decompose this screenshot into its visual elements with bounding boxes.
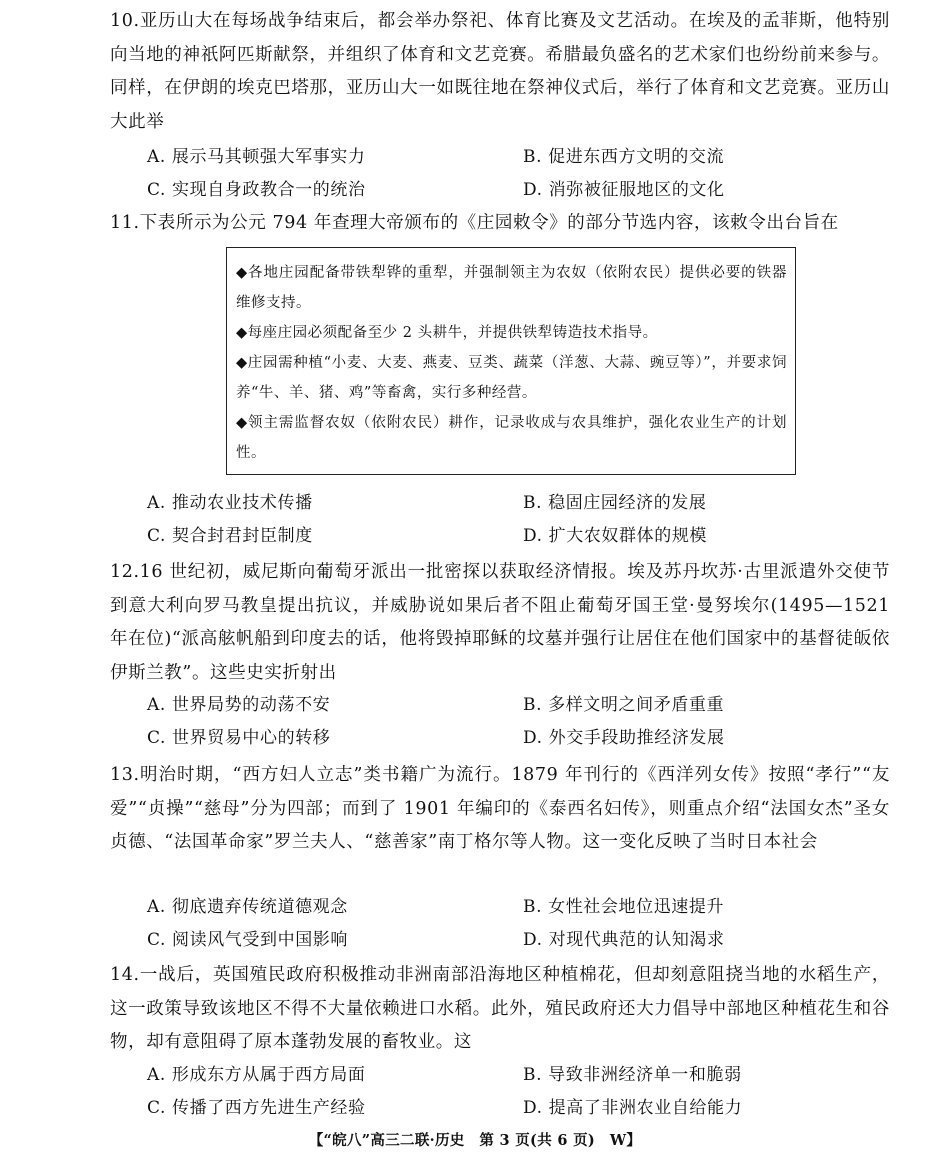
question-number: 13.: [110, 765, 140, 785]
question-13-option-c: C. 阅读风气受到中国影响: [147, 930, 349, 950]
question-11-option-d: D. 扩大农奴群体的规模: [523, 526, 708, 546]
question-number: 11.: [110, 213, 140, 233]
question-14-option-d: D. 提高了非洲农业自给能力: [523, 1098, 743, 1118]
question-13-option-d: D. 对现代典范的认知渴求: [523, 930, 725, 950]
question-12-stem: [110, 556, 890, 690]
question-14-stem: [110, 959, 890, 1060]
edict-item: ◆每座庄园必须配备至少 2 头耕牛，并提供铁犁铸造技术指导。: [236, 325, 658, 341]
question-10-option-c: C. 实现自身政教合一的统治: [147, 180, 366, 200]
question-10-stem: [110, 5, 890, 139]
question-14-option-c: C. 传播了西方先进生产经验: [147, 1098, 366, 1118]
question-13-stem: [110, 759, 890, 860]
edict-item: ◆领主需监督农奴（依附农民）耕作，记录收成与农具维护，强化农业生产的计划性。: [236, 415, 787, 461]
edict-item: ◆各地庄园配备带铁犁铧的重犁，并强制领主为农奴（依附农民）提供必要的铁器维修支持。: [236, 265, 787, 311]
question-number: 12.: [110, 562, 140, 582]
question-10-option-b: B. 促进东西方文明的交流: [523, 147, 725, 167]
question-12-option-c: C. 世界贸易中心的转移: [147, 728, 331, 748]
edict-excerpt-table: [226, 247, 796, 475]
page-footer: 【“皖八”高三二联·历史 第 3 页(共 6 页) W】: [308, 1132, 642, 1149]
question-14-option-b: B. 导致非洲经济单一和脆弱: [523, 1065, 742, 1085]
question-text: 一战后，英国殖民政府积极推动非洲南部沿海地区种植棉花，但却刻意阻挠当地的水稻生产，这一政策导致该地区不得不大量依赖进口水稻。此外，殖民政府还大力倡导中部地区种植花生和谷物，却有意阻碍了原本蓬勃发展的畜牧业。这: [110, 965, 890, 1052]
question-11-option-c: C. 契合封君封臣制度: [147, 526, 313, 546]
question-12-option-a: A. 世界局势的动荡不安: [147, 695, 331, 715]
question-11-option-b: B. 稳固庄园经济的发展: [523, 493, 707, 513]
question-10-option-d: D. 消弥被征服地区的文化: [523, 180, 725, 200]
question-10-option-a: A. 展示马其顿强大军事实力: [147, 147, 366, 167]
question-12-option-b: B. 多样文明之间矛盾重重: [523, 695, 725, 715]
question-text: 亚历山大在每场战争结束后，都会举办祭祀、体育比赛及文艺活动。在埃及的孟菲斯，他特别向当地的神祇阿匹斯献祭，并组织了体育和文艺竞赛。希腊最负盛名的艺术家们也纷纷前来参与。同样，在伊朗的埃克巴塔那，亚历山大一如既往地在祭神仪式后，举行了体育和文艺竞赛。亚历山大此举: [110, 11, 890, 132]
question-11-option-a: A. 推动农业技术传播: [147, 493, 313, 513]
question-number: 10.: [110, 11, 140, 31]
question-text: 下表所示为公元 794 年查理大帝颁布的《庄园敕令》的部分节选内容，该敕令出台旨在: [139, 213, 839, 233]
question-number: 14.: [110, 965, 140, 985]
question-14-option-a: A. 形成东方从属于西方局面: [147, 1065, 366, 1085]
question-13-option-a: A. 彻底遗弃传统道德观念: [147, 897, 348, 917]
question-11-stem: [110, 207, 890, 241]
question-text: 16 世纪初，威尼斯向葡萄牙派出一批密探以获取经济情报。埃及苏丹坎苏·古里派遣外交使节到意大利向罗马教皇提出抗议，并威胁说如果后者不阻止葡萄牙国王堂·曼努埃尔(1495—1521 年在位)“派高舷帆船到印度去的话，他将毁掉耶稣的坟墓并强行让居住在他们国家中的基督徒皈依伊斯兰教”。这些史实折射出: [110, 562, 890, 683]
question-13-option-b: B. 女性社会地位迅速提升: [523, 897, 725, 917]
question-12-option-d: D. 外交手段助推经济发展: [523, 728, 725, 748]
question-text: 明治时期，“西方妇人立志”类书籍广为流行。1879 年刊行的《西洋列女传》按照“孝行”“友爱”“贞操”“慈母”分为四部；而到了 1901 年编印的《泰西名妇传》，则重点介绍“法国女杰”圣女贞德、“法国革命家”罗兰夫人、“慈善家”南丁格尔等人物。这一变化反映了当时日本社会: [110, 765, 890, 852]
edict-item: ◆庄园需种植“小麦、大麦、燕麦、豆类、蔬菜（洋葱、大蒜、豌豆等）”，并要求饲养“牛、羊、猪、鸡”等畜禽，实行多种经营。: [236, 355, 787, 401]
